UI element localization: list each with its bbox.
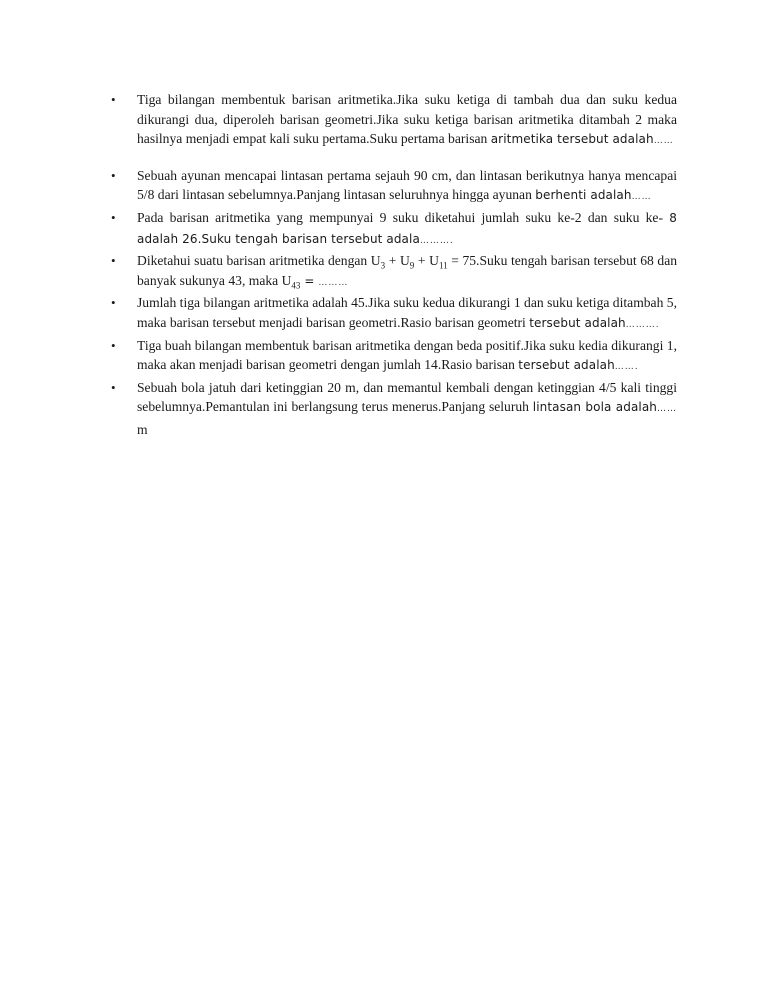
question-tail: berhenti adalah (535, 188, 632, 203)
question-text: Pada barisan aritmetika yang mempunyai 9 suku diketahui jumlah suku ke-2 dan suku ke- (137, 209, 663, 225)
question-text: Sebuah bola jatuh dari ketinggian 20 m, dan memantul kembali dengan ketinggian 4/5 kali tinggi sebelumnya.Pemantulan ini berlangsung terus menerus.Panjang seluruh (137, 379, 677, 415)
bullet-icon: • (111, 295, 116, 311)
bullet-icon: • (111, 337, 116, 353)
answer-blank: ………. (419, 235, 454, 246)
bullet-icon: • (111, 253, 116, 269)
question-tail: 8 adalah 26.Suku tengah barisan tersebut adala (137, 210, 677, 246)
subscript: 3 (380, 260, 386, 271)
question-tail: lintasan bola adalah (532, 400, 657, 415)
question-text: Tiga bilangan membentuk barisan aritmetika.Jika suku ketiga di tambah dua dan suku kedua dikurangi dua, diperoleh barisan geometri.Jika suku ketiga barisan aritmetika ditambah 2 maka hasilnya menjadi empat kali suku pertama.Suku pertama barisan (137, 92, 677, 147)
question-text-end: = 75.Suku tengah barisan tersebut 68 dan banyak sukunya 43, maka U (137, 253, 678, 288)
question-tail: tersebut adalah (518, 358, 615, 373)
list-item (111, 293, 677, 335)
bullet-icon: • (111, 379, 116, 395)
equals-sign: = (300, 273, 319, 288)
question-text-start: Diketahui suatu barisan aritmetika dengan U (137, 253, 381, 269)
list-item (111, 251, 677, 293)
answer-blank: …… (657, 404, 677, 415)
answer-blank: ……… (318, 277, 349, 288)
question-list (111, 90, 677, 440)
question-text: Jumlah tiga bilangan aritmetika adalah 45.Jika suku kedua dikurangi 1 dan suku ketiga ditambah 5, maka barisan tersebut menjadi barisan geometri.Rasio barisan geometri (137, 295, 677, 330)
bullet-icon: • (111, 209, 116, 225)
question-text: Tiga buah bilangan membentuk barisan aritmetika dengan beda positif.Jika suku kedia dikurangi 1, maka akan menjadi barisan geometri dengan jumlah 14.Rasio barisan (137, 337, 677, 373)
answer-blank: …… (653, 136, 674, 147)
subscript: 43 (291, 280, 301, 291)
question-text-plus: + U (414, 253, 439, 269)
list-item (111, 208, 677, 251)
list-item (111, 378, 677, 440)
list-item (111, 166, 677, 208)
list-item (111, 336, 677, 378)
subscript: 11 (438, 260, 448, 271)
answer-blank: ……. (614, 362, 639, 373)
question-text-plus: + U (385, 253, 410, 269)
bullet-icon: • (111, 167, 116, 183)
list-item (111, 90, 677, 152)
bullet-icon: • (111, 92, 116, 107)
subscript: 9 (409, 260, 415, 271)
question-tail: tersebut adalah (529, 315, 626, 330)
answer-blank: ………. (625, 319, 660, 330)
answer-blank: …… (631, 192, 652, 203)
question-text: Sebuah ayunan mencapai lintasan pertama sejauh 90 cm, dan lintasan berikutnya hanya mencapai 5/8 dari lintasan sebelumnya.Panjang lintasan seluruhnya hingga ayunan (137, 167, 677, 203)
answer-unit: m (137, 421, 148, 437)
question-tail: aritmetika tersebut adalah (490, 132, 654, 147)
